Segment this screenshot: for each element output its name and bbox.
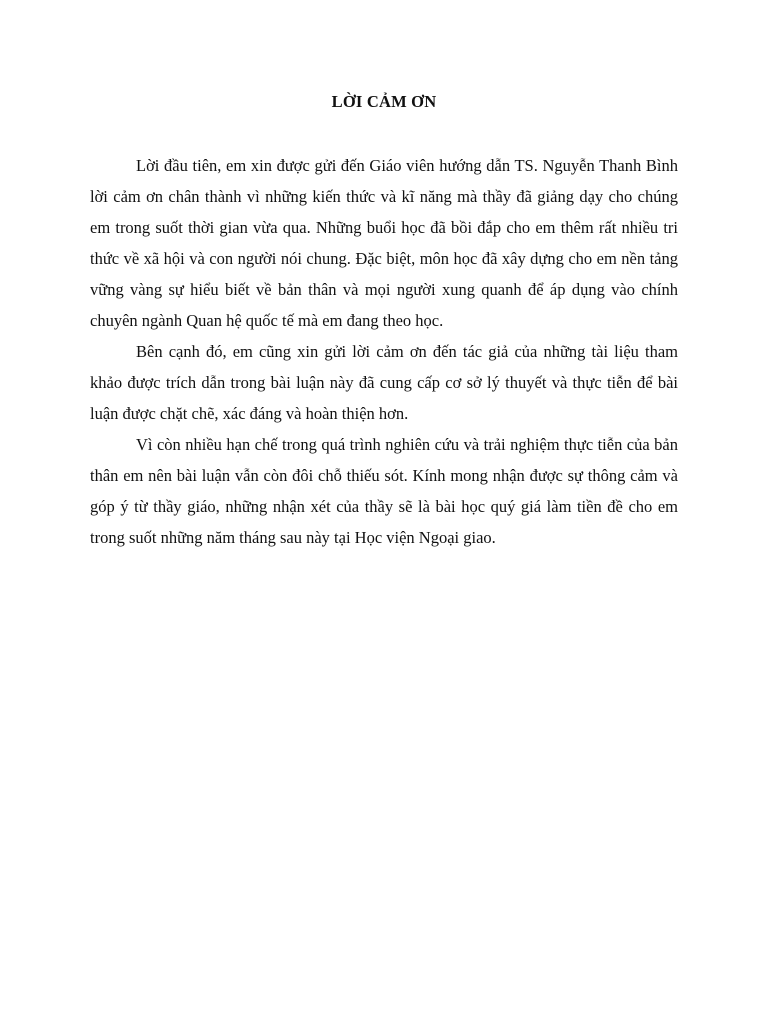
paragraph-3: Vì còn nhiều hạn chế trong quá trình nghiên cứu và trải nghiệm thực tiễn của bản thân em nên bài luận vẫn còn đôi chỗ thiếu sót. Kính mong nhận được sự thông cảm và góp ý từ thầy giáo, những nhận xét của thầy sẽ là bài học quý giá làm tiền đề cho em trong suốt những năm tháng sau này tại Học viện Ngoại giao. (90, 435, 678, 547)
paragraph-2: Bên cạnh đó, em cũng xin gửi lời cảm ơn đến tác giả của những tài liệu tham khảo được trích dẫn trong bài luận này đã cung cấp cơ sở lý thuyết và thực tiễn để bài luận được chặt chẽ, xác đáng và hoàn thiện hơn. (90, 342, 678, 423)
paragraph-1: Lời đầu tiên, em xin được gửi đến Giáo viên hướng dẫn TS. Nguyễn Thanh Bình lời cảm ơn chân thành vì những kiến thức và kĩ năng mà thầy đã giảng dạy cho chúng em trong suốt thời gian vừa qua. Những buổi học đã bồi đắp cho em thêm rất nhiều tri thức về xã hội và con người nói chung. Đặc biệt, môn học đã xây dựng cho em nền tảng vững vàng sự hiểu biết về bản thân và mọi người xung quanh để áp dụng vào chính chuyên ngành Quan hệ quốc tế mà em đang theo học. (90, 156, 678, 330)
page-title: LỜI CẢM ƠN (331, 92, 437, 111)
document-body (90, 150, 678, 553)
